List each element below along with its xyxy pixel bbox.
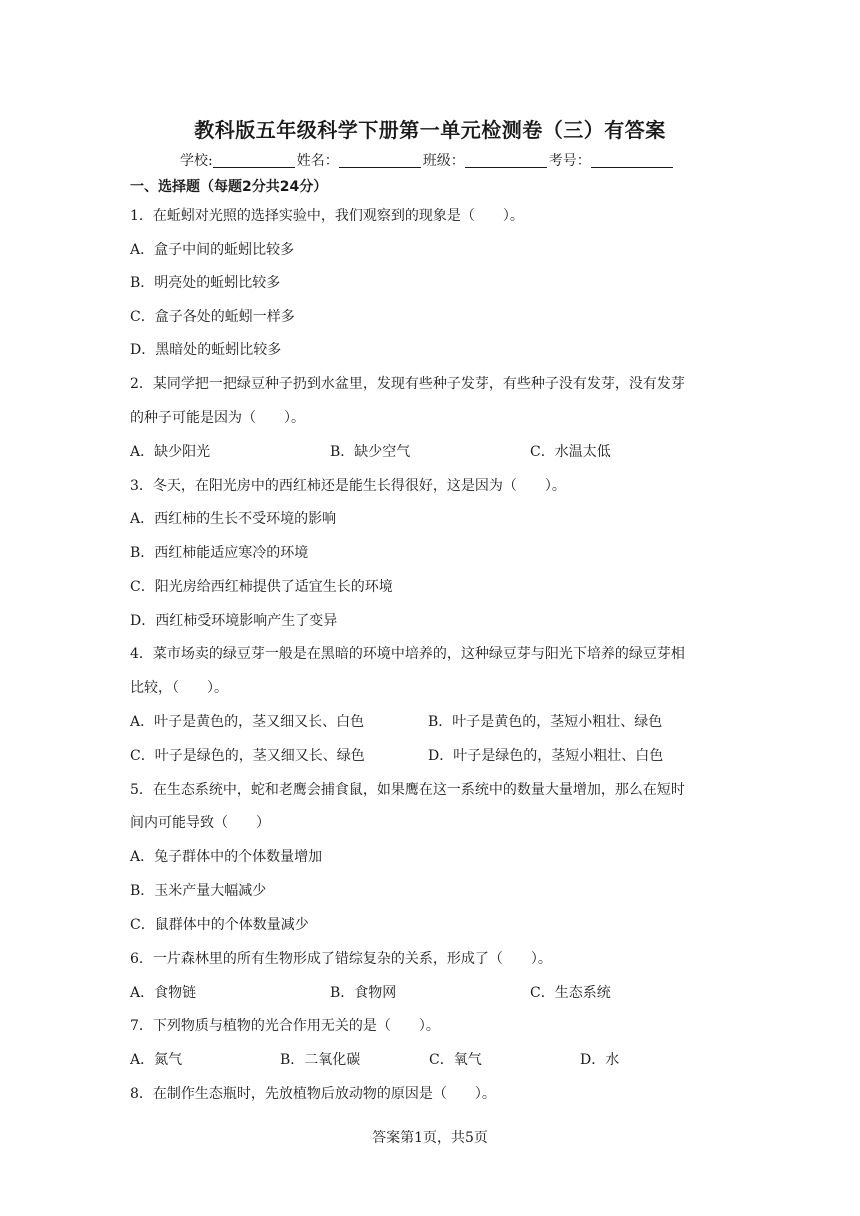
- question-5-option-b: B．玉米产量大幅减少: [130, 883, 267, 899]
- name-blank[interactable]: [339, 154, 421, 168]
- school-label: 学校:: [180, 153, 213, 169]
- question-5-option-c: C．鼠群体中的个体数量减少: [130, 917, 309, 933]
- question-5-stem-line-2: 间内可能导致（ ）: [130, 815, 270, 831]
- question-6-option-a: A．食物链: [130, 985, 197, 1001]
- question-2-option-c: C．水温太低: [530, 444, 611, 460]
- question-1-option-c: C．盒子各处的蚯蚓一样多: [130, 309, 295, 325]
- question-7-option-d: D．水: [580, 1052, 620, 1068]
- question-7-option-b: B．二氧化碳: [280, 1052, 361, 1068]
- question-4-option-a: A．叶子是黄色的，茎又细又长、白色: [130, 714, 365, 730]
- document-title: 教科版五年级科学下册第一单元检测卷（三）有答案: [194, 118, 666, 142]
- question-2-stem-line-2: 的种子可能是因为（ ）。: [130, 410, 305, 426]
- question-1-option-d: D．黑暗处的蚯蚓比较多: [130, 342, 282, 358]
- question-6-option-b: B．食物网: [330, 985, 397, 1001]
- class-blank[interactable]: [465, 154, 547, 168]
- page-footer: 答案第1页，共5页: [372, 1130, 488, 1146]
- question-3-option-a: A．西红柿的生长不受环境的影响: [130, 511, 337, 527]
- school-blank[interactable]: [213, 154, 295, 168]
- exam-number-label: 考号：: [548, 153, 591, 169]
- question-5-option-a: A．兔子群体中的个体数量增加: [130, 849, 323, 865]
- question-5-stem-line-1: 5．在生态系统中，蛇和老鹰会捕食鼠，如果鹰在这一系统中的数量大量增加，那么在短时: [130, 782, 685, 798]
- question-3-stem: 3．冬天，在阳光房中的西红柿还是能生长得很好，这是因为（ ）。: [130, 478, 566, 494]
- question-8-stem: 8．在制作生态瓶时，先放植物后放动物的原因是（ ）。: [130, 1086, 496, 1102]
- question-3-option-b: B．西红柿能适应寒冷的环境: [130, 545, 309, 561]
- question-7-option-c: C．氧气: [429, 1052, 482, 1068]
- question-7-stem: 7．下列物质与植物的光合作用无关的是（ ）。: [130, 1018, 440, 1034]
- question-4-stem-line-1: 4．菜市场卖的绿豆芽一般是在黑暗的环境中培养的，这种绿豆芽与阳光下培养的绿豆芽相: [130, 646, 685, 662]
- question-4-option-b: B．叶子是黄色的，茎短小粗壮、绿色: [428, 714, 663, 730]
- question-1-option-b: B．明亮处的蚯蚓比较多: [130, 275, 281, 291]
- section-heading: 一、选择题（每题2分共24分）: [130, 179, 328, 195]
- question-2-option-b: B．缺少空气: [330, 444, 411, 460]
- question-4-option-d: D．叶子是绿色的，茎短小粗壮、白色: [428, 748, 664, 764]
- question-3-option-d: D．西红柿受环境影响产生了变异: [130, 613, 338, 629]
- question-6-stem: 6．一片森林里的所有生物形成了错综复杂的关系，形成了（ ）。: [130, 951, 552, 967]
- question-4-option-c: C．叶子是绿色的，茎又细又长、绿色: [130, 748, 365, 764]
- question-4-stem-line-2: 比较，（ ）。: [130, 680, 228, 696]
- class-label: 班级：: [422, 153, 465, 169]
- question-2-stem-line-1: 2．某同学把一把绿豆种子扔到水盆里，发现有些种子发芽，有些种子没有发芽，没有发芽: [130, 376, 685, 392]
- question-1-stem: 1．在蚯蚓对光照的选择实验中，我们观察到的现象是（ ）。: [130, 208, 524, 224]
- exam-number-blank[interactable]: [591, 154, 673, 168]
- question-1-option-a: A．盒子中间的蚯蚓比较多: [130, 242, 295, 258]
- question-6-option-c: C．生态系统: [530, 985, 611, 1001]
- question-7-option-a: A．氮气: [130, 1052, 183, 1068]
- name-label: 姓名：: [296, 153, 339, 169]
- question-2-option-a: A．缺少阳光: [130, 444, 211, 460]
- question-3-option-c: C．阳光房给西红柿提供了适宜生长的环境: [130, 579, 393, 595]
- student-info-line: [180, 150, 675, 170]
